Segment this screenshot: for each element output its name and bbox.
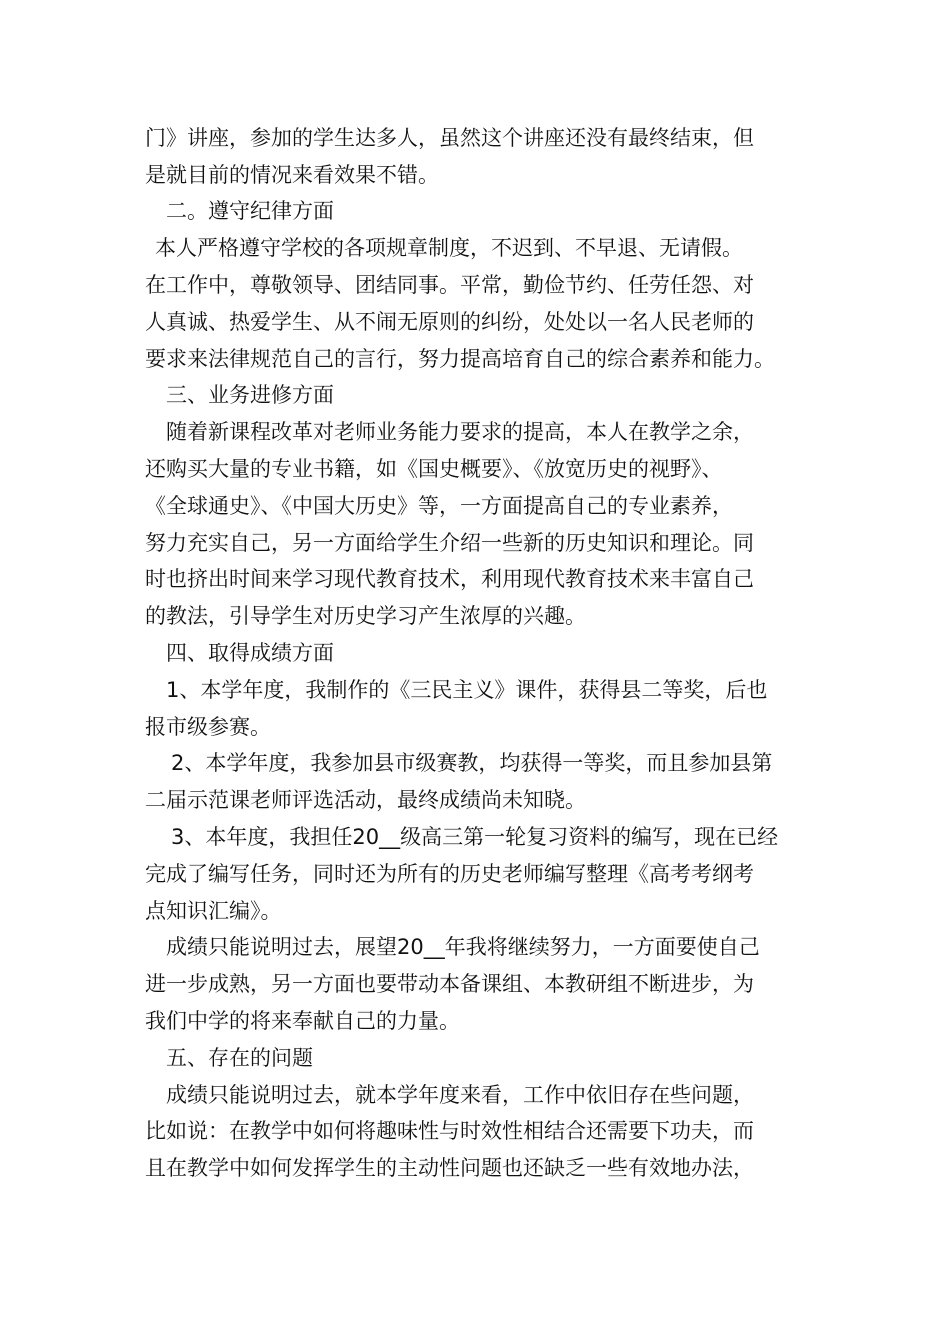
- body-text-line: 我们中学的将来奉献自己的力量。: [145, 1009, 460, 1033]
- body-text-line: 在工作中，尊敬领导、团结同事。平常，勤俭节约、任劳任怨、对: [145, 273, 754, 297]
- list-item-line: 2、本学年度，我参加县市级赛教，均获得一等奖，而且参加县第: [171, 751, 773, 775]
- body-text-line: 本人严格遵守学校的各项规章制度，不迟到、不早退、无请假。: [155, 236, 743, 260]
- body-text-line: 是就目前的情况来看效果不错。: [145, 163, 439, 187]
- body-text-line: 《全球通史》、《中国大历史》等，一方面提高自己的专业素养，: [145, 494, 733, 518]
- section-heading: 三、业务进修方面: [166, 383, 334, 407]
- body-text-line: 成绩只能说明过去，就本学年度来看，工作中依旧存在些问题，: [166, 1083, 754, 1107]
- body-text-line: 比如说：在教学中如何将趣味性与时效性相结合还需要下功夫，而: [145, 1119, 754, 1143]
- body-text-line: 要求来法律规范自己的言行，努力提高培育自己的综合素养和能力。: [145, 347, 775, 371]
- body-text-line: 时也挤出时间来学习现代教育技术，利用现代教育技术来丰富自己: [145, 567, 754, 591]
- list-item-line: 完成了编写任务，同时还为所有的历史老师编写整理《高考考纲考: [145, 862, 754, 886]
- body-text-line: 且在教学中如何发挥学生的主动性问题也还缺乏一些有效地办法，: [145, 1156, 754, 1180]
- list-item-line: 点知识汇编》。: [145, 899, 282, 923]
- list-item-line: 3、本年度，我担任20__级高三第一轮复习资料的编写，现在已经: [171, 825, 779, 849]
- body-text-line: 人真诚、热爱学生、从不闹无原则的纠纷，处处以一名人民老师的: [145, 310, 754, 334]
- section-heading: 四、取得成绩方面: [166, 641, 334, 665]
- body-text-line: 门》讲座，参加的学生达多人，虽然这个讲座还没有最终结束，但: [145, 126, 754, 150]
- list-item-line: 报市级参赛。: [145, 715, 271, 739]
- body-text-line: 努力充实自己，另一方面给学生介绍一些新的历史知识和理论。同: [145, 531, 754, 555]
- list-item-line: 1、本学年度，我制作的《三民主义》课件，获得县二等奖，后也: [166, 678, 768, 702]
- body-text-line: 的教法，引导学生对历史学习产生浓厚的兴趣。: [145, 604, 586, 628]
- section-heading: 五、存在的问题: [166, 1046, 313, 1070]
- body-text-line: 成绩只能说明过去，展望20__年我将继续努力，一方面要使自己: [166, 935, 760, 959]
- body-text-line: 还购买大量的专业书籍，如《国史概要》、《放宽历史的视野》、: [145, 457, 723, 481]
- list-item-line: 二届示范课老师评选活动，最终成绩尚未知晓。: [145, 788, 586, 812]
- section-heading: 二。遵守纪律方面: [166, 199, 334, 223]
- body-text-line: 随着新课程改革对老师业务能力要求的提高，本人在教学之余，: [166, 420, 754, 444]
- body-text-line: 进一步成熟，另一方面也要带动本备课组、本教研组不断进步，为: [145, 972, 754, 996]
